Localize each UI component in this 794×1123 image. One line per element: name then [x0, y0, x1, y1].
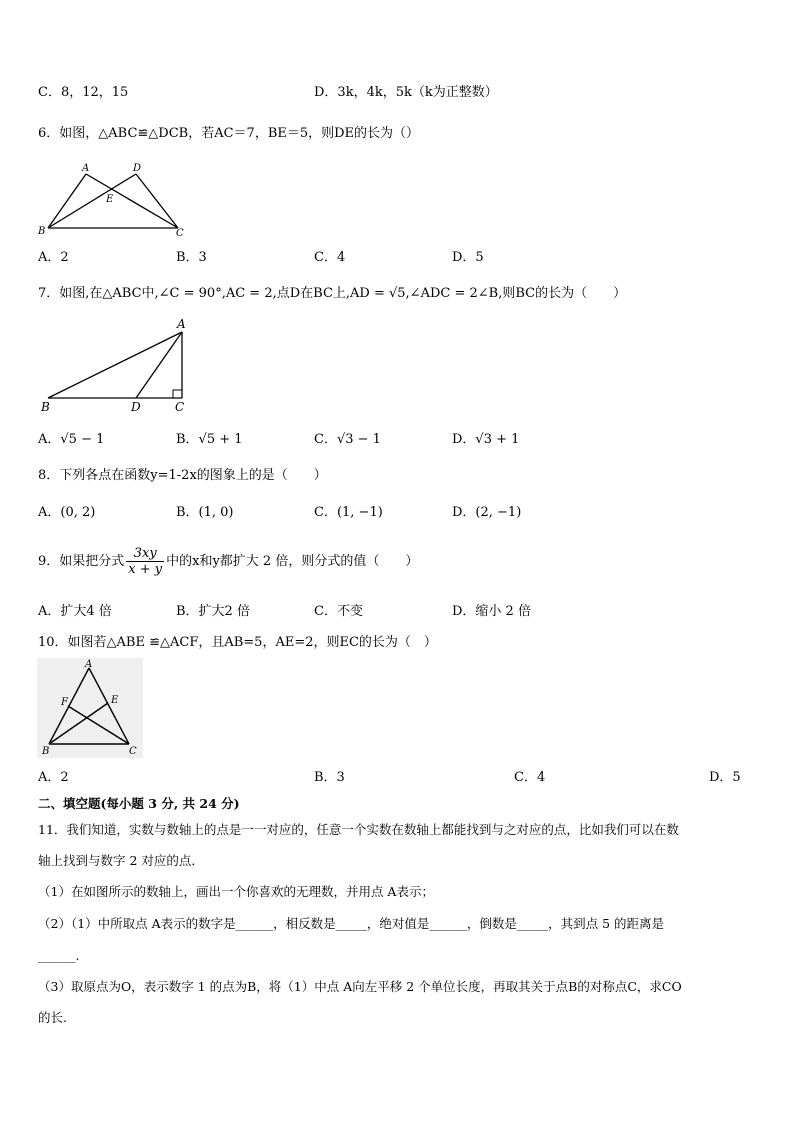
q11-part-2-line-1: （2）（1）中所取点 A表示的数字是______，相反数是_____，绝对值是______，倒数是_____，其到点 5 的距离是 — [38, 916, 665, 931]
q10-stem: 10．如图若△ABE ≌△ACF，且AB=5，AE=2，则EC的长为（ ） — [38, 635, 437, 650]
q6-figure — [36, 160, 186, 238]
q11-part-1: （1）在如图所示的数轴上，画出一个你喜欢的无理数，并用点 A表示； — [38, 884, 434, 899]
q10-option-b: B．3 — [314, 770, 345, 785]
q8-option-a: A．(0, 2) — [38, 505, 96, 520]
q9-stem-pre: 9．如果把分式 — [38, 554, 125, 569]
section-2-title: 二、填空题(每小题 3 分, 共 24 分) — [38, 796, 240, 811]
q11-line-2: 轴上找到与数字 2 对应的点． — [38, 853, 204, 868]
q9-stem-post: 中的x和y都扩大 2 倍，则分式的值（ ） — [166, 554, 419, 569]
q10-figure — [37, 658, 143, 758]
q6-stem: 6．如图，△ABC≌△DCB，若AC＝7，BE＝5，则DE的长为（） — [38, 126, 420, 141]
q9-option-b: B．扩大2 倍 — [176, 604, 250, 619]
q7-label-c: C — [175, 400, 185, 414]
q6-option-b: B．3 — [176, 250, 207, 265]
q6-label-a: A — [82, 163, 90, 174]
q10-label-a: A — [85, 659, 93, 670]
q7-label-a: A — [177, 317, 186, 331]
q9-fraction-denominator: x + y — [128, 562, 163, 577]
q9-option-d: D．缩小 2 倍 — [452, 604, 531, 619]
q7-label-b: B — [41, 400, 50, 414]
q6-option-d: D．5 — [452, 250, 484, 265]
q5-option-d: D．3k，4k，5k（k为正整数） — [314, 85, 498, 100]
q7-option-d: D．√3 + 1 — [452, 432, 520, 447]
q10-option-a: A．2 — [38, 770, 69, 785]
q7-option-b: B．√5 + 1 — [176, 432, 243, 447]
q6-option-a: A．2 — [38, 250, 69, 265]
q6-label-d: D — [133, 163, 142, 174]
q10-label-f: F — [61, 697, 68, 708]
q6-label-b: B — [38, 226, 46, 237]
q9-option-c: C．不变 — [314, 604, 363, 619]
q9-fraction-numerator: 3xy — [126, 546, 164, 562]
q10-option-c: C．4 — [514, 770, 546, 785]
q6-label-c: C — [176, 228, 184, 238]
q6-option-c: C．4 — [314, 250, 346, 265]
q10-option-d: D．5 — [709, 770, 741, 785]
q9-stem — [38, 545, 418, 579]
q8-stem: 8．下列各点在函数y=1-2x的图象上的是（ ） — [38, 468, 327, 483]
q7-stem: 7．如图,在△ABC中,∠C = 90°,AC = 2,点D在BC上,AD = √5,∠ADC = 2∠B,则BC的长为（ ） — [38, 286, 627, 301]
q7-option-c: C．√3 − 1 — [314, 432, 381, 447]
q11-line-1: 11．我们知道，实数与数轴上的点是一一对应的，任意一个实数在数轴上都能找到与之对应的点，比如我们可以在数 — [38, 822, 679, 837]
q9-option-a: A．扩大4 倍 — [38, 604, 112, 619]
q10-label-c: C — [129, 746, 137, 757]
q8-option-d: D．(2, −1) — [452, 505, 522, 520]
q11-part-3-line-2: 的长. — [38, 1010, 67, 1025]
q8-option-b: B．(1, 0) — [176, 505, 234, 520]
q9-fraction — [126, 546, 164, 577]
q8-option-c: C．(1, −1) — [314, 505, 383, 520]
q6-label-e: E — [106, 194, 114, 205]
q11-part-2-line-2: ______. — [38, 948, 80, 963]
q10-label-b: B — [42, 746, 50, 757]
q7-option-a: A．√5 − 1 — [38, 432, 105, 447]
q7-figure — [36, 315, 196, 415]
q5-option-c: C．8，12，15 — [38, 85, 129, 100]
q11-part-3-line-1: （3）取原点为O，表示数字 1 的点为B，将（1）中点 A向左平移 2 个单位长度，再取其关于点B的对称点C，求CO — [38, 979, 682, 994]
q10-label-e: E — [111, 695, 119, 706]
q7-label-d: D — [131, 400, 141, 414]
